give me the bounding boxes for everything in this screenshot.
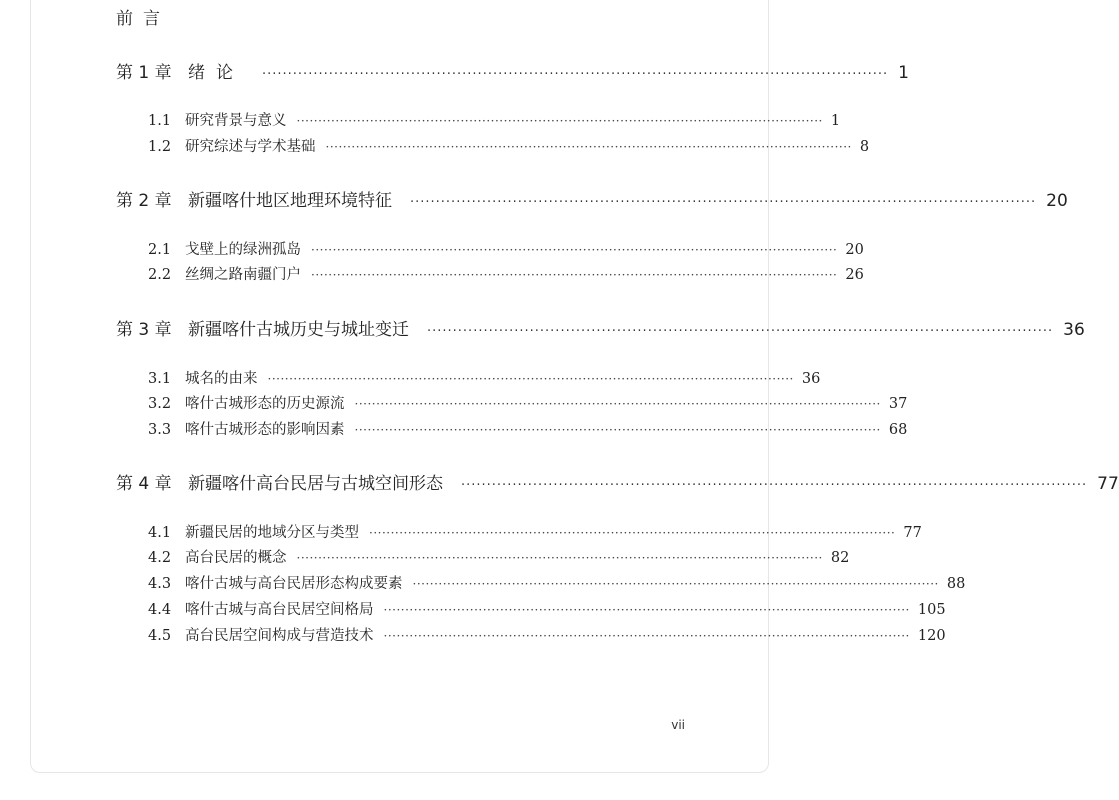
- section-page-number: 105: [917, 602, 946, 618]
- section-number: 4.3: [148, 576, 172, 592]
- section-number: 3.2: [148, 396, 172, 412]
- section-page-number: 1: [830, 113, 841, 129]
- section-number: 4.1: [148, 525, 172, 541]
- section-title: 研究背景与意义: [185, 113, 287, 129]
- section-title: 喀什古城形态的历史源流: [185, 396, 345, 412]
- section-page-number: 88: [946, 576, 966, 592]
- section-title: 丝绸之路南疆门户: [185, 267, 301, 283]
- chapter-number: 第 2 章: [116, 191, 172, 211]
- toc-section-4-2[interactable]: [148, 546, 850, 567]
- chapter-page-number: 1: [898, 63, 909, 83]
- toc-chapter-4[interactable]: [116, 469, 1119, 494]
- section-page-number: 120: [917, 628, 946, 644]
- dot-leader: ··························································································································: [383, 603, 910, 617]
- dot-leader: ··························································································································: [311, 268, 838, 282]
- section-number: 4.4: [148, 602, 172, 618]
- toc-chapter-2[interactable]: [116, 186, 1068, 211]
- section-number: 1.2: [148, 139, 172, 155]
- toc-section-1-1[interactable]: [148, 109, 841, 130]
- toc-section-3-1[interactable]: [148, 367, 821, 388]
- section-title: 喀什古城与高台民居形态构成要素: [185, 576, 403, 592]
- chapter-page-number: 36: [1063, 320, 1085, 340]
- preface-heading[interactable]: 前言: [116, 9, 170, 29]
- dot-leader: ··························································································································: [262, 67, 889, 82]
- chapter-title: 新疆喀什高台民居与古城空间形态: [188, 474, 443, 494]
- toc-section-3-3[interactable]: [148, 418, 908, 439]
- chapter-title: 绪论: [188, 63, 244, 83]
- toc-section-4-1[interactable]: [148, 521, 922, 542]
- section-page-number: 20: [845, 242, 864, 258]
- chapter-page-number: 20: [1046, 191, 1068, 211]
- section-page-number: 36: [801, 371, 821, 387]
- toc-section-3-2[interactable]: [148, 392, 908, 413]
- section-page-number: 82: [830, 550, 850, 566]
- section-title: 喀什古城形态的影响因素: [185, 422, 345, 438]
- chapter-title: 新疆喀什古城历史与城址变迁: [188, 320, 409, 340]
- toc-section-2-2[interactable]: [148, 263, 864, 284]
- section-title: 戈壁上的绿洲孤岛: [185, 242, 301, 258]
- section-number: 3.1: [148, 371, 172, 387]
- section-number: 4.5: [148, 628, 172, 644]
- section-page-number: 8: [859, 139, 870, 155]
- dot-leader: ··························································································································: [427, 324, 1054, 339]
- section-page-number: 77: [903, 525, 922, 541]
- dot-leader: ··························································································································: [412, 577, 939, 591]
- section-number: 3.3: [148, 422, 172, 438]
- section-number: 1.1: [148, 113, 172, 129]
- section-title: 城名的由来: [185, 371, 258, 387]
- section-number: 2.2: [148, 267, 172, 283]
- chapter-number: 第 1 章: [116, 63, 172, 83]
- dot-leader: ··························································································································: [325, 140, 852, 154]
- dot-leader: ··························································································································: [267, 372, 794, 386]
- dot-leader: ··························································································································: [354, 397, 881, 411]
- toc-chapter-3[interactable]: [116, 315, 1085, 340]
- toc-section-4-3[interactable]: [148, 572, 966, 593]
- dot-leader: ··························································································································: [311, 243, 838, 257]
- section-title: 新疆民居的地域分区与类型: [185, 525, 359, 541]
- section-page-number: 37: [888, 396, 908, 412]
- dot-leader: ··························································································································: [383, 629, 910, 643]
- toc-section-4-4[interactable]: [148, 598, 946, 619]
- chapter-number: 第 3 章: [116, 320, 172, 340]
- section-number: 2.1: [148, 242, 172, 258]
- dot-leader: ··························································································································: [410, 195, 1037, 210]
- chapter-page-number: 77: [1097, 474, 1119, 494]
- toc-chapter-1[interactable]: [116, 58, 909, 83]
- section-number: 4.2: [148, 550, 172, 566]
- dot-leader: ··························································································································: [354, 423, 881, 437]
- toc-section-1-2[interactable]: [148, 135, 870, 156]
- section-page-number: 26: [845, 267, 864, 283]
- section-page-number: 68: [888, 422, 908, 438]
- section-title: 研究综述与学术基础: [185, 139, 316, 155]
- section-title: 高台民居空间构成与营造技术: [185, 628, 374, 644]
- section-title: 高台民居的概念: [185, 550, 287, 566]
- dot-leader: ··························································································································: [369, 526, 896, 540]
- chapter-title: 新疆喀什地区地理环境特征: [188, 191, 392, 211]
- chapter-number: 第 4 章: [116, 474, 172, 494]
- dot-leader: ··························································································································: [296, 551, 823, 565]
- toc-section-2-1[interactable]: [148, 238, 864, 259]
- dot-leader: ··························································································································: [296, 114, 823, 128]
- page-folio: vii: [671, 718, 685, 732]
- toc-section-4-5[interactable]: [148, 624, 946, 645]
- dot-leader: ··························································································································: [461, 478, 1088, 493]
- section-title: 喀什古城与高台民居空间格局: [185, 602, 374, 618]
